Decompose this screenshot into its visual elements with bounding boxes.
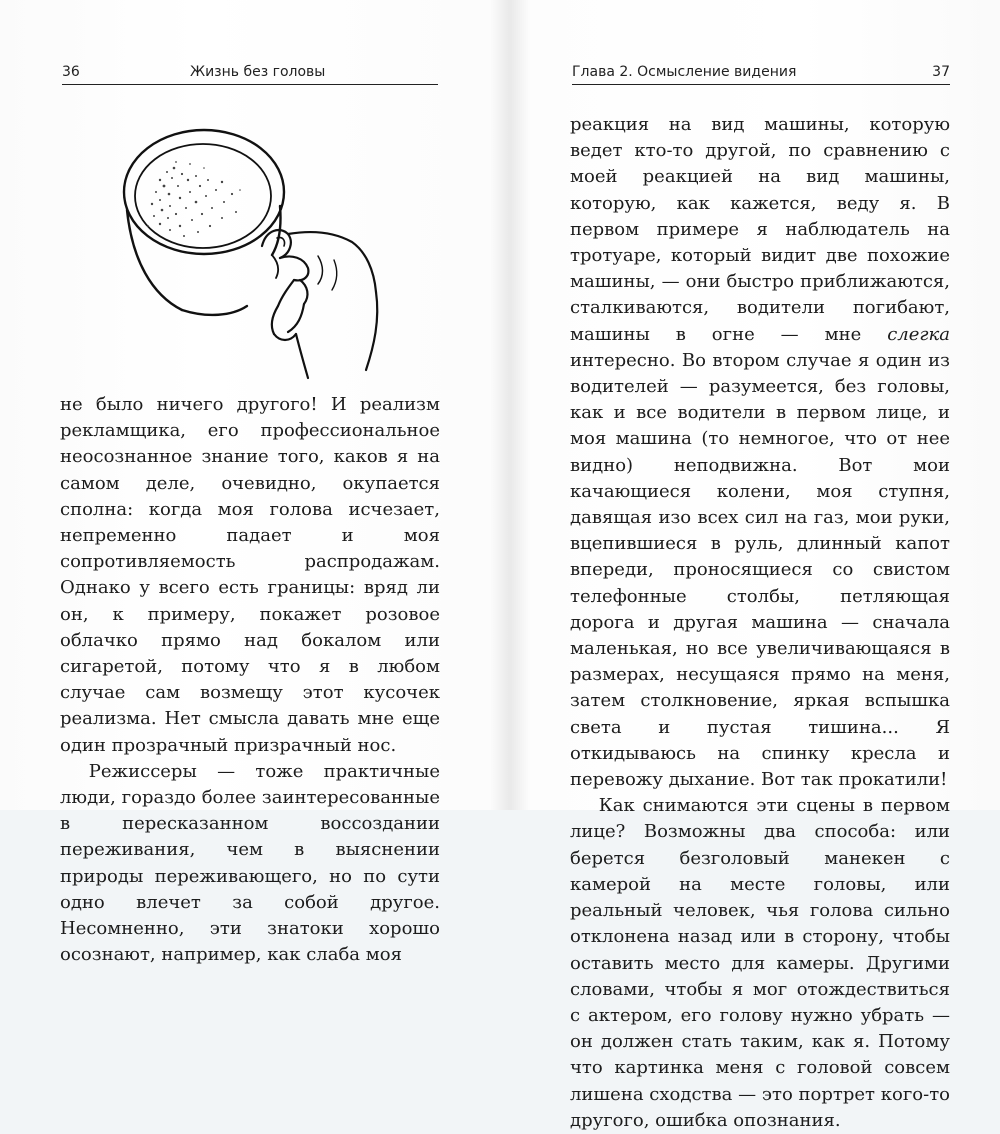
hand-icon (262, 230, 377, 378)
left-page-body (60, 392, 440, 968)
left-running-title: Жизнь без головы (190, 64, 326, 80)
left-paragraph-1: не было ничего другого! И реализм рекламщика, его профессиональное неосознанное знание того, каков я на самом деле, очевидно, окупается сполна: когда моя голова исчезает, непременно падает и моя сопротивляемость распродажам. Однако у всего есть границы: вряд ли он, к примеру, покажет розовое облачко прямо над бокалом или сигаретой, потому что я в любом случае сам возмещу этот кусочек реализма. Нет смысла давать мне еще один прозрачный призрачный нос. (60, 394, 440, 756)
right-paragraph-1 (570, 112, 950, 793)
hand-holding-mug-illustration (112, 120, 402, 380)
italic-emphasis: слегка (887, 323, 950, 345)
left-running-head (62, 62, 438, 85)
right-paragraph-1-start: реакция на вид машины, которую ведет кто-то другой, по сравнению с моей реакцией на вид машины, которую, как кажется, веду я. В первом примере я наблюдатель на тротуаре, который видит две похожие машины, — они быстро приближаются, сталкиваются, водители погибают, машины в огне — мне (570, 114, 950, 345)
right-running-head (572, 62, 950, 85)
right-page-body (570, 112, 950, 1134)
right-paragraph-2: Как снимаются эти сцены в первом лице? Возможны два способа: или берется безголовый манекен с камерой на месте головы, или реальный человек, чья голова сильно отклонена назад или в сторону, чтобы оставить место для камеры. Другими словами, чтобы я мог отождествиться с актером, его голову нужно убрать — он должен стать таким, как я. Потому что картинка меня с головой совсем лишена сходства — это портрет кого-то другого, ошибка опознания. (570, 795, 950, 1131)
right-page-number: 37 (932, 64, 950, 80)
coffee-foam (147, 161, 241, 237)
left-page-number: 36 (62, 64, 80, 80)
right-running-title: Глава 2. Осмысление видения (572, 64, 797, 80)
mug-icon (124, 130, 284, 315)
left-paragraph-2: Режиссеры — тоже практичные люди, гораздо более заинтересованные в пересказанном воссоздании переживания, чем в выяснении природы переживающего, но по сути одно влечет за собой другое. Несомненно, эти знатоки хорошо осознают, например, как слаба моя (60, 760, 440, 966)
right-paragraph-1-end: интересно. Во втором случае я один из водителей — разумеется, без головы, как и все водители в первом лице, и моя машина (то немногое, что от нее видно) неподвижна. Вот мои качающиеся колени, моя ступня, давящая изо всех сил на газ, мои руки, вцепившиеся в руль, длинный капот впереди, проносящиеся со свистом телефонные столбы, петляющая дорога и другая машина — сначала маленькая, но все увеличивающаяся в размерах, несущаяся прямо на меня, затем столкновение, яркая вспышка света и пустая тишина... Я откидываюсь на спинку кресла и перевожу дыхание. Вот так прокатили! (570, 349, 950, 791)
